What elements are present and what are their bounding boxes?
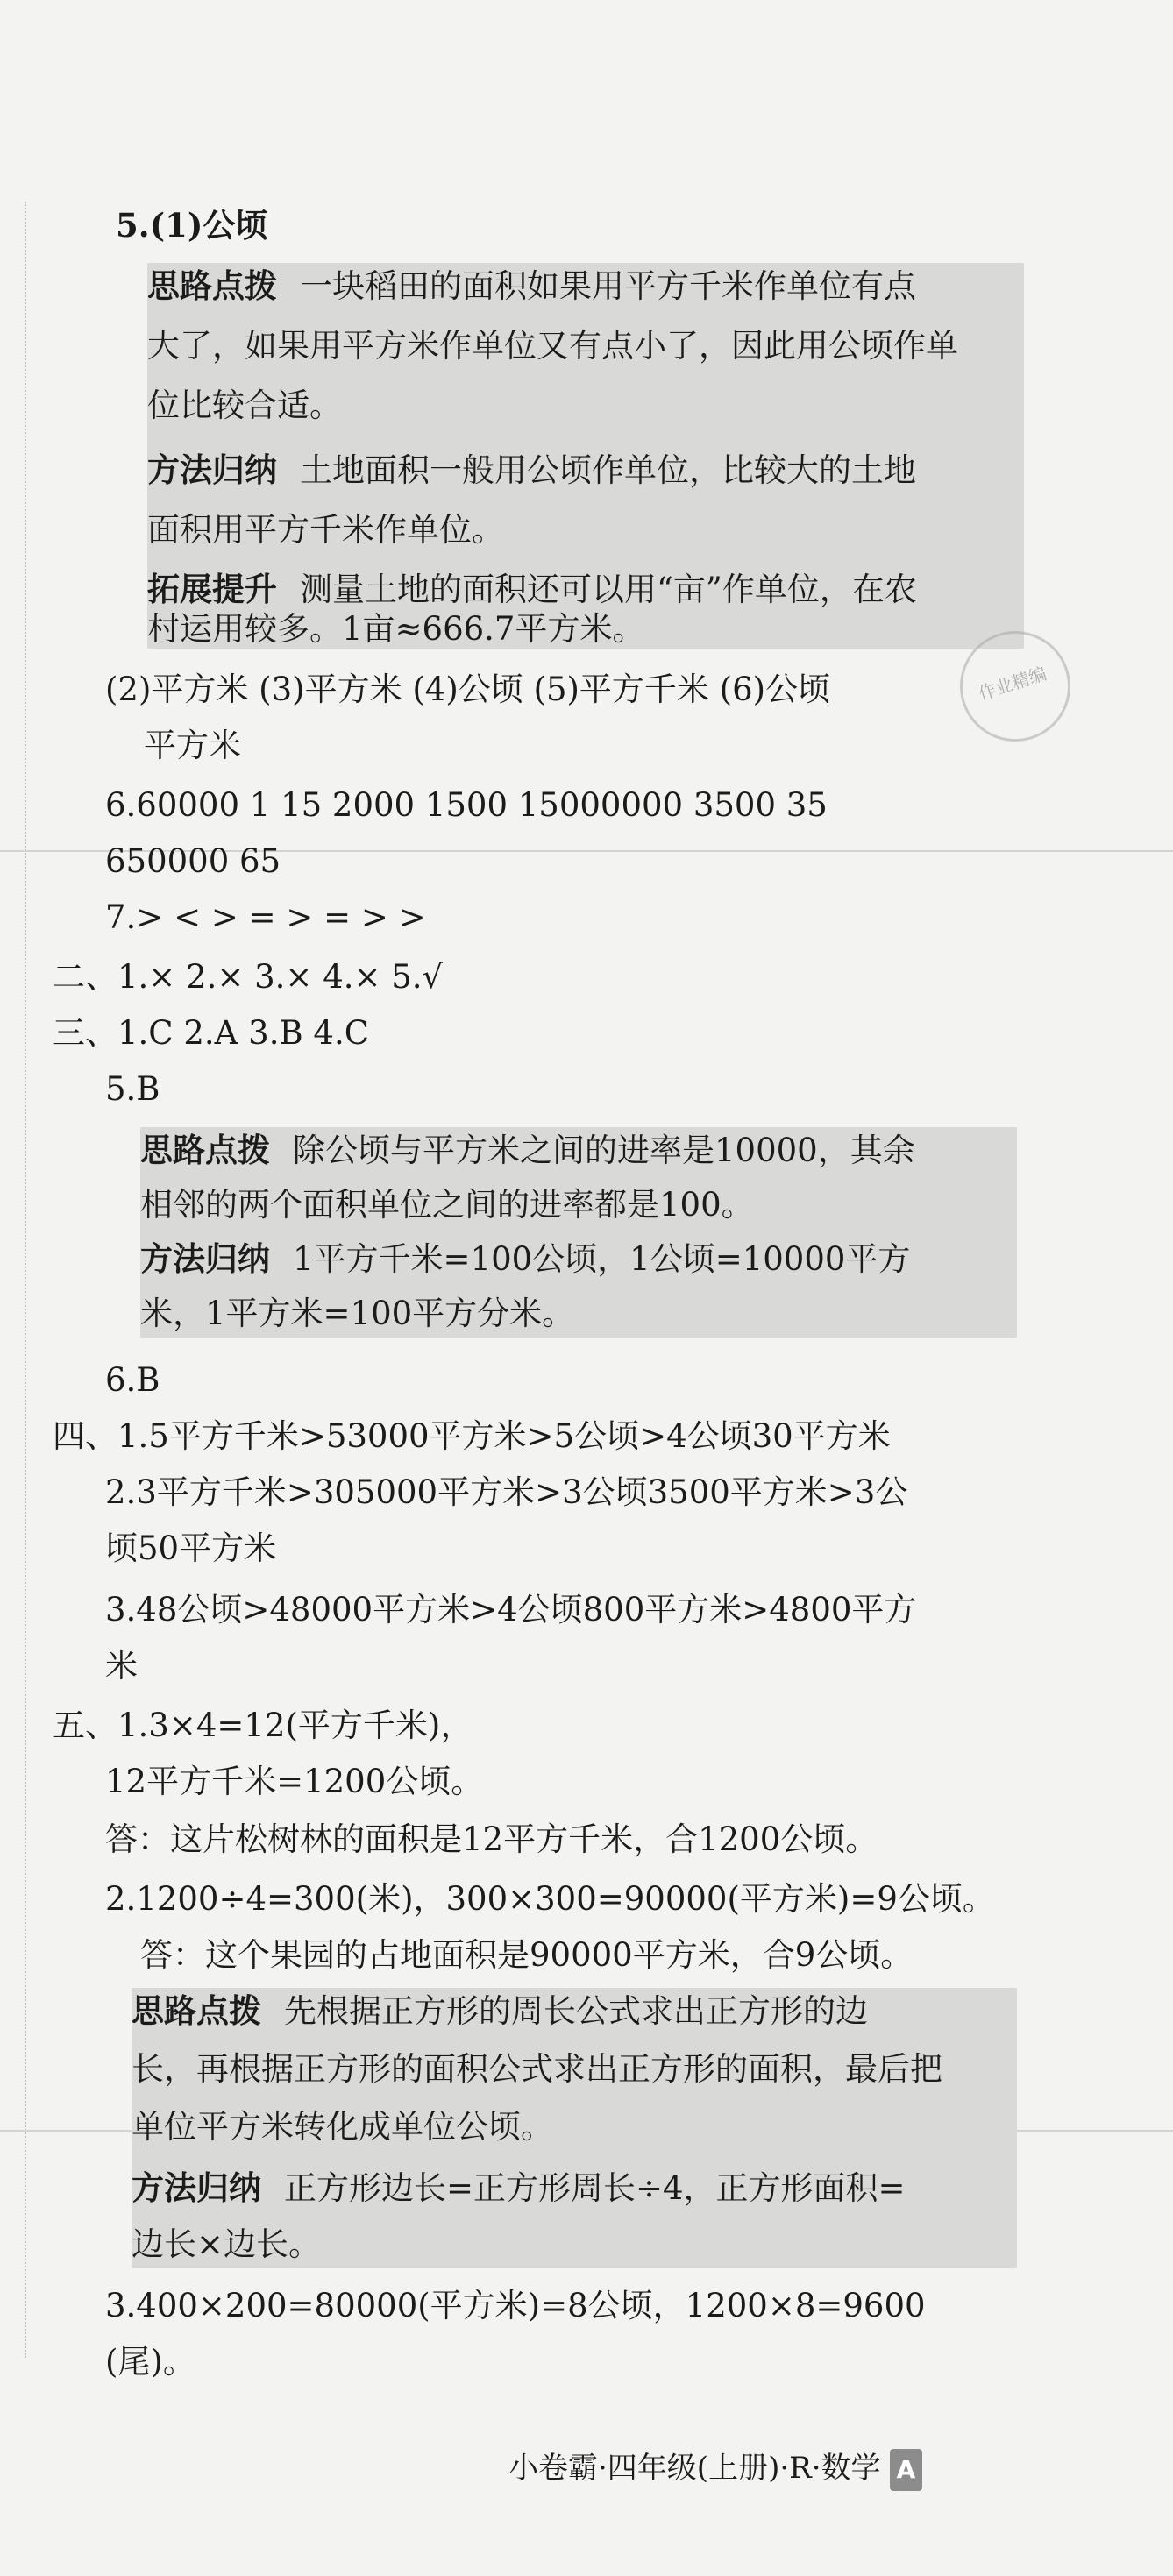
- q6-line: 6.60000 1 15 2000 1500 15000000 3500 35: [105, 786, 828, 824]
- tip-text: 1平方千米=100公顷，1公顷=10000平方: [293, 1240, 911, 1278]
- tip-tag: 方法归纳: [132, 2169, 261, 2207]
- section-5-line: 12平方千米=1200公顷。: [105, 1763, 484, 1800]
- tip-text: 单位平方米转化成单位公顷。: [132, 2108, 553, 2146]
- tip-text: 边长×边长。: [132, 2225, 322, 2263]
- section-3-line: 三、1.C 2.A 3.B 4.C: [53, 1014, 370, 1052]
- tip-text: 一块稻田的面积如果用平方千米作单位有点: [300, 267, 916, 305]
- tip-text: 测量土地的面积还可以用“亩”作单位，在农: [300, 571, 917, 608]
- tip-text: 米，1平方米=100平方分米。: [140, 1295, 575, 1332]
- section-5-line: (尾)。: [105, 2343, 196, 2381]
- tip-text: 大了，如果用平方米作单位又有点小了，因此用公顷作单: [147, 327, 958, 365]
- tip-text: 除公顷与平方米之间的进率是10000，其余: [293, 1132, 915, 1169]
- tip-text: 正方形边长=正方形周长÷4，正方形面积=: [284, 2169, 906, 2207]
- q6-line: 650000 65: [105, 842, 281, 880]
- q5-tip-box: [147, 263, 1024, 649]
- tip-text: 土地面积一般用公顷作单位，比较大的土地: [300, 451, 916, 489]
- tip-text: 先根据正方形的周长公式求出正方形的边: [284, 1992, 868, 2030]
- section-2-line: 二、1.× 2.× 3.× 4.× 5.√: [53, 958, 444, 996]
- section-5-line: 答：这片松树林的面积是12平方千米，合1200公顷。: [105, 1820, 878, 1858]
- section-4-line: 2.3平方千米>305000平方米>3公顷3500平方米>3公: [105, 1473, 908, 1511]
- tip-text: 面积用平方千米作单位。: [147, 511, 504, 549]
- section-4-line: 顷50平方米: [105, 1529, 277, 1567]
- tip-text: 相邻的两个面积单位之间的进率都是100。: [140, 1186, 754, 1224]
- tip-tag: 方法归纳: [147, 451, 277, 489]
- section-4-line: 四、1.5平方千米>53000平方米>5公顷>4公顷30平方米: [53, 1417, 891, 1455]
- tip-text: 村运用较多。1亩≈666.7平方米。: [147, 610, 645, 648]
- s3-q6-line: 6.B: [105, 1361, 160, 1399]
- q7-line: 7.> < > = > = > >: [105, 898, 426, 936]
- section-5-line: 答：这个果园的占地面积是90000平方米，合9公顷。: [140, 1936, 914, 1974]
- section-4-line: 米: [105, 1647, 138, 1685]
- tip-tag: 方法归纳: [140, 1240, 270, 1278]
- seal-stamp: 作业精编: [946, 617, 1085, 756]
- tip-text: 位比较合适。: [147, 387, 342, 424]
- section-4-line: 3.48公顷>48000平方米>4公顷800平方米>4800平方: [105, 1591, 917, 1629]
- page-footer: [508, 2447, 922, 2491]
- s3-tip-box: [140, 1127, 1017, 1338]
- footer-text: 小卷霸·四年级(上册)·R·数学: [508, 2451, 881, 2486]
- q5-rest-line: (2)平方米 (3)平方米 (4)公顷 (5)平方千米 (6)公顷: [105, 671, 831, 708]
- tip-tag: 思路点拨: [147, 267, 277, 305]
- s5-tip-box: [132, 1988, 1017, 2268]
- section-5-line: 五、1.3×4=12(平方千米)，: [53, 1707, 473, 1744]
- tip-text: 长，再根据正方形的面积公式求出正方形的面积，最后把: [132, 2050, 942, 2088]
- q5-heading: 5.(1)公顷: [116, 206, 268, 245]
- q5-rest-line: 平方米: [144, 727, 241, 764]
- tip-tag: 思路点拨: [132, 1992, 261, 2030]
- binding-dotted-line: [25, 202, 26, 2358]
- section-5-line: 2.1200÷4=300(米)，300×300=90000(平方米)=9公顷。: [105, 1880, 995, 1918]
- tip-tag: 思路点拨: [140, 1132, 270, 1169]
- footer-badge: A: [890, 2449, 923, 2491]
- section-5-line: 3.400×200=80000(平方米)=8公顷，1200×8=9600: [105, 2287, 926, 2324]
- tip-tag: 拓展提升: [147, 571, 277, 608]
- s3-q5-line: 5.B: [105, 1070, 160, 1108]
